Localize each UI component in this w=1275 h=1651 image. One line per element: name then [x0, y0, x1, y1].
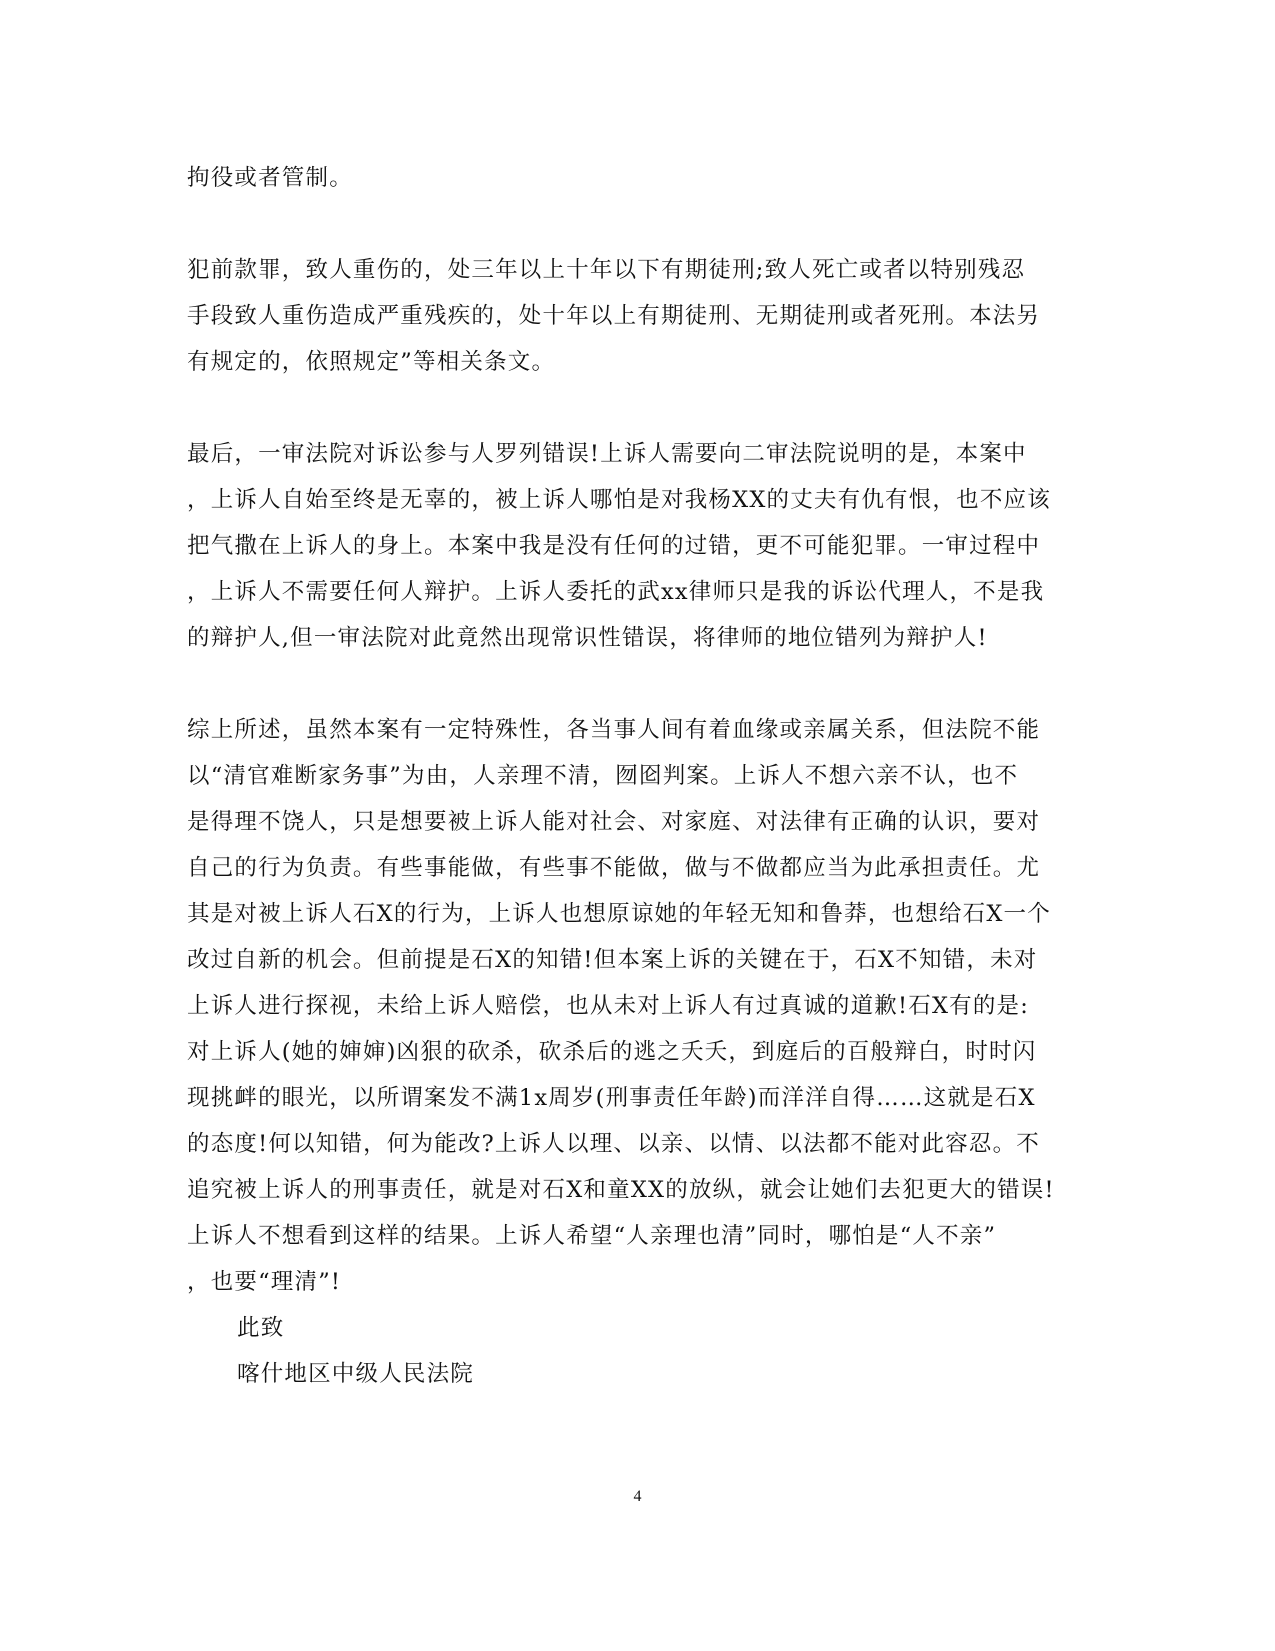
paragraph-4-line: 是得理不饶人，只是想要被上诉人能对社会、对家庭、对法律有正确的认识，要对: [187, 809, 1041, 835]
paragraph-4-line: 上诉人不想看到这样的结果。上诉人希望“人亲理也清”同时，哪怕是“人不亲”: [187, 1223, 997, 1249]
paragraph-3-line: 最后，一审法院对诉讼参与人罗列错误!上诉人需要向二审法院说明的是，本案中: [187, 441, 1027, 467]
addressee: 喀什地区中级人民法院: [237, 1361, 475, 1387]
paragraph-2-line: 有规定的，依照规定”等相关条文。: [187, 349, 556, 375]
paragraph-3-line: 的辩护人,但一审法院对此竟然出现常识性错误，将律师的地位错列为辩护人!: [187, 625, 988, 651]
paragraph-1-line: 拘役或者管制。: [187, 165, 353, 191]
paragraph-4-line: 以“清官难断家务事”为由，人亲理不清，囫囵判案。上诉人不想六亲不认，也不: [187, 763, 1019, 789]
paragraph-4-line: 现挑衅的眼光，以所谓案发不满1x周岁(刑事责任年龄)而洋洋自得……这就是石X: [187, 1085, 1036, 1111]
paragraph-4-line: ，也要“理清”!: [187, 1269, 342, 1295]
paragraph-4-line: 改过自新的机会。但前提是石X的知错!但本案上诉的关键在于，石X不知错，未对: [187, 947, 1038, 973]
paragraph-3-line: ，上诉人不需要任何人辩护。上诉人委托的武xx律师只是我的诉讼代理人，不是我: [187, 579, 1045, 605]
page-number: 4: [633, 1488, 642, 1505]
paragraph-4-line: 追究被上诉人的刑事责任，就是对石X和童XX的放纵，就会让她们去犯更大的错误!: [187, 1177, 1055, 1203]
paragraph-4-line: 其是对被上诉人石X的行为，上诉人也想原谅她的年轻无知和鲁莽，也想给石X一个: [187, 901, 1051, 927]
paragraph-4-line: 对上诉人(她的婶婶)凶狠的砍杀，砍杀后的逃之夭夭，到庭后的百般辩白，时时闪: [187, 1039, 1037, 1065]
paragraph-3-line: ，上诉人自始至终是无辜的，被上诉人哪怕是对我杨XX的丈夫有仇有恨，也不应该: [187, 487, 1051, 513]
paragraph-4-line: 综上所述，虽然本案有一定特殊性，各当事人间有着血缘或亲属关系，但法院不能: [187, 717, 1041, 743]
paragraph-4-line: 上诉人进行探视，未给上诉人赔偿，也从未对上诉人有过真诚的道歉!石X有的是:: [187, 993, 1030, 1019]
paragraph-2-line: 手段致人重伤造成严重残疾的，处十年以上有期徒刑、无期徒刑或者死刑。本法另: [187, 303, 1041, 329]
paragraph-2-line: 犯前款罪，致人重伤的，处三年以上十年以下有期徒刑;致人死亡或者以特别残忍: [187, 257, 1026, 283]
salutation: 此致: [237, 1315, 285, 1341]
paragraph-4-line: 自己的行为负责。有些事能做，有些事不能做，做与不做都应当为此承担责任。尤: [187, 855, 1041, 881]
paragraph-3-line: 把气撒在上诉人的身上。本案中我是没有任何的过错，更不可能犯罪。一审过程中: [187, 533, 1041, 559]
paragraph-4-line: 的态度!何以知错，何为能改?上诉人以理、以亲、以情、以法都不能对此容忍。不: [187, 1131, 1041, 1157]
